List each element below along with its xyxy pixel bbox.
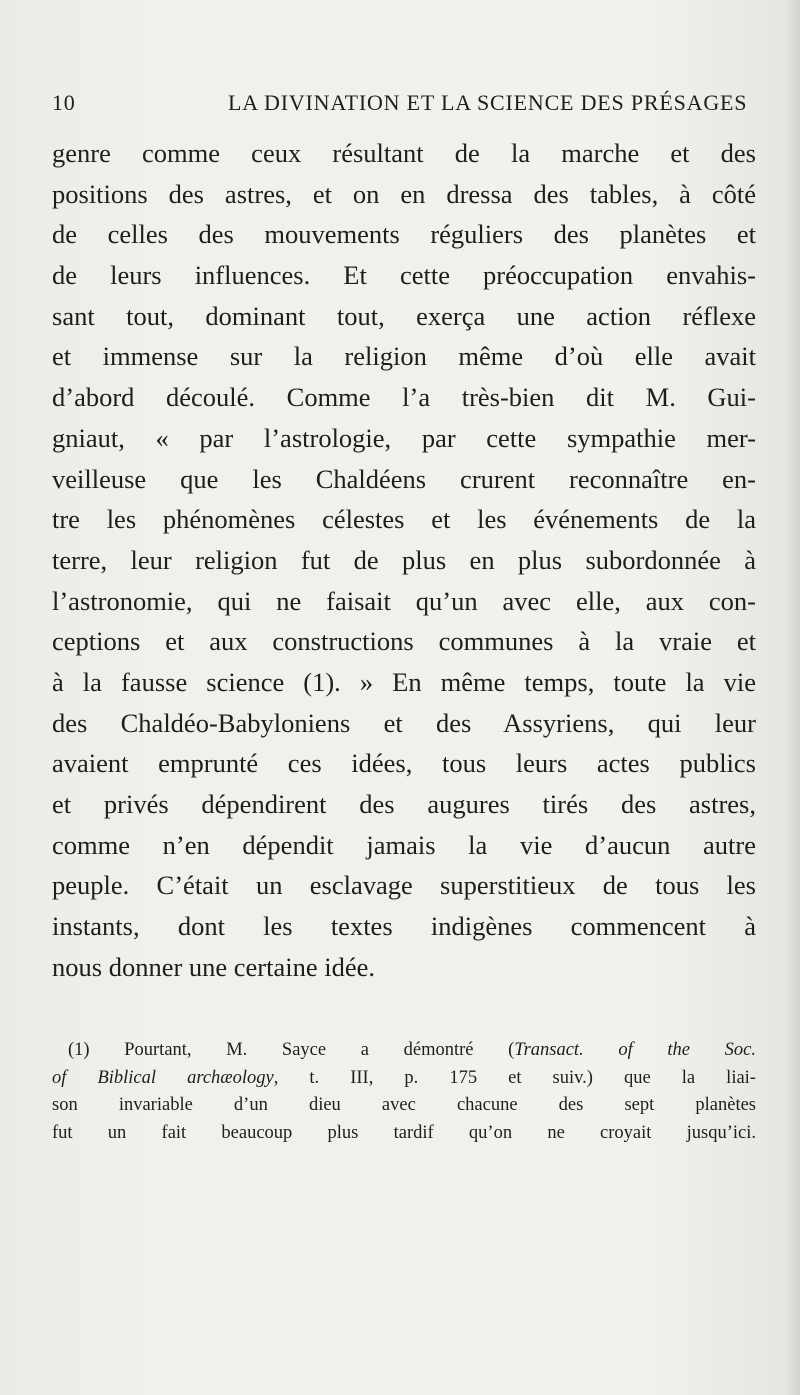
text-line: positions des astres, et on en dressa des tables, à côté xyxy=(52,178,756,209)
text-line: et privés dépendirent des augures tirés des astres, xyxy=(52,789,756,819)
footnote-line xyxy=(52,1037,756,1065)
footnote-line: fut un fait beaucoup plus tardif qu’on ne croyait jusqu’ici. xyxy=(52,1122,756,1143)
text-line: veilleuse que les Chaldéens crurent reconnaître en- xyxy=(52,463,756,494)
main-text xyxy=(52,133,756,987)
footnote-citation: Transact. of the Soc. xyxy=(514,1040,756,1060)
text-line: tre les phénomènes célestes et les événements de la xyxy=(52,504,756,535)
text-line: des Chaldéo-Babyloniens et des Assyriens, qui leur xyxy=(52,707,756,738)
footnote-text: (1) Pourtant, M. Sayce a démontré ( xyxy=(68,1040,515,1060)
page-edge-shadow xyxy=(786,0,800,1395)
text-line: peuple. C’était un esclavage superstitieux de tous les xyxy=(52,870,756,901)
footnote xyxy=(52,1037,756,1147)
text-line: sant tout, dominant tout, exerça une action réflexe xyxy=(52,300,756,331)
text-line: ceptions et aux constructions communes à la vraie et xyxy=(52,626,756,657)
running-title: LA DIVINATION ET LA SCIENCE DES PRÉSAGES xyxy=(228,90,748,115)
text-line: de celles des mouvements réguliers des planètes et xyxy=(52,219,756,250)
text-line: instants, dont les textes indigènes commencent à xyxy=(52,911,756,942)
text-line: terre, leur religion fut de plus en plus subordonnée à xyxy=(52,544,756,575)
text-line: genre comme ceux résultant de la marche et des xyxy=(52,138,756,168)
text-line: gniaut, « par l’astrologie, par cette sympathie mer- xyxy=(52,422,756,453)
text-line: de leurs influences. Et cette préoccupation envahis- xyxy=(52,260,756,291)
text-line: d’abord découlé. Comme l’a très-bien dit M. Gui- xyxy=(52,382,756,413)
text-line: comme n’en dépendit jamais la vie d’aucun autre xyxy=(52,829,756,860)
footnote-line: son invariable d’un dieu avec chacune des sept planètes xyxy=(52,1095,756,1115)
text-line: nous donner une certaine idée. xyxy=(52,951,376,982)
footnote-text: , t. III, p. 175 et suiv.) que la liai- xyxy=(273,1067,756,1088)
text-line: l’astronomie, qui ne faisait qu’un avec elle, aux con- xyxy=(52,585,756,616)
text-line: avaient emprunté ces idées, tous leurs actes publics xyxy=(52,748,756,779)
text-line: et immense sur la religion même d’où elle avait xyxy=(52,341,756,372)
running-header xyxy=(52,86,752,120)
text-line: à la fausse science (1). » En même temps, toute la vie xyxy=(52,666,756,697)
footnote-citation: of Biblical archæology xyxy=(52,1067,274,1088)
footnote-line xyxy=(52,1065,756,1093)
page-number: 10 xyxy=(52,90,76,115)
